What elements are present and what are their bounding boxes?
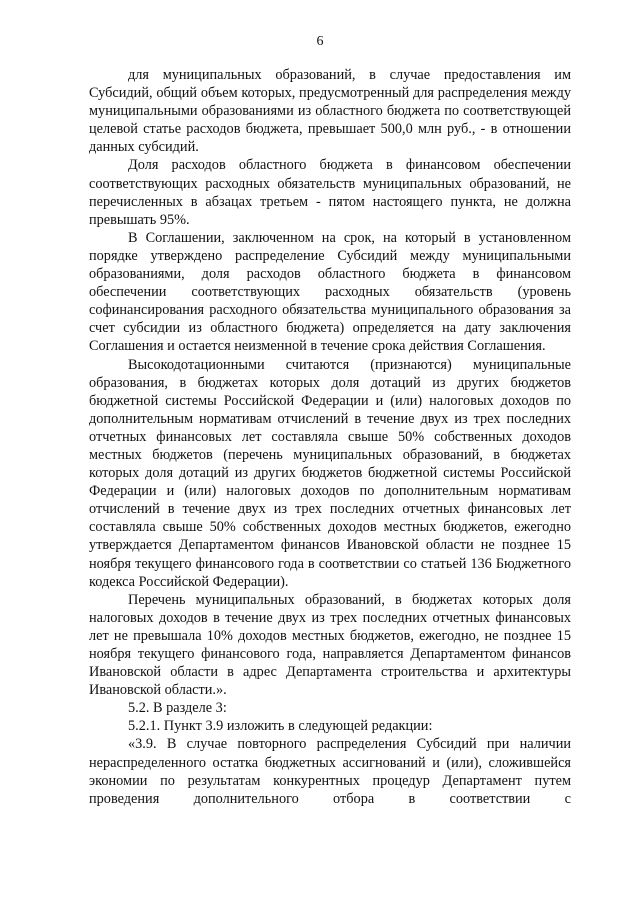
paragraph-subsidy-threshold: для муниципальных образований, в случае предоставления им Субсидий, общий объем которых, предусмотренный для распределения между муниципальными образованиями из областного бюджета по соответствующей целевой статье расходов бюджета, превышает 500,0 млн руб., - в отношении данных субсидий. <box>89 67 571 156</box>
document-body <box>89 66 571 808</box>
paragraph-tax-revenue-list: Перечень муниципальных образований, в бюджетах которых доля налоговых доходов в течение двух из трех последних отчетных финансовых лет не превышала 10% доходов местных бюджетов, ежегодно, не позднее 15 ноября текущего финансового года, направляется Департаментом финансов Ивановской области в адрес Департамента строительства и архитектуры Ивановской области.». <box>89 591 571 699</box>
page-number: 6 <box>316 34 324 49</box>
paragraph-section-3: 5.2. В разделе 3: <box>128 700 227 717</box>
paragraph-clause-3-9-text: «3.9. В случае повторного распределения Субсидий при наличии нераспределенного остатка бюджетных ассигнований и (или), сложившейся экономии по результатам конкурентных процедур Департамент путем проведения дополнительного отбора в соответствии с <box>89 736 571 807</box>
paragraph-high-subsidy-municipalities: Высокодотационными считаются (признаются) муниципальные образования, в бюджетах которых доля дотаций из других бюджетов бюджетной системы Российской Федерации и (или) налоговых доходов по дополнительным нормативам отчислений в течение двух из трех последних отчетных финансовых лет составляла свыше 50% собственных доходов местных бюджетов (перечень муниципальных образований, в бюджетах которых доля дотаций из других бюджетов бюджетной системы Российской Федерации и (или) налоговых доходов по дополнительным нормативам отчислений в течение двух из трех последних отчетных финансовых лет составляла свыше 50% собственных доходов местных бюджетов, ежегодно утверждается Департаментом финансов Ивановской области не позднее 15 ноября текущего финансового года в соответствии со статьей 136 Бюджетного кодекса Российской Федерации). <box>89 356 571 590</box>
paragraph-clause-3-9-intro: 5.2.1. Пункт 3.9 изложить в следующей редакции: <box>128 718 433 735</box>
paragraph-agreement-cofinancing: В Соглашении, заключенном на срок, на который в установленном порядке утверждено распределение Субсидий между муниципальными образованиями, доля расходов областного бюджета в финансовом обеспечении соответствующих расходных обязательств (уровень софинансирования расходного обязательства муниципального образования за счет субсидии из областного бюджета) определяется на дату заключения Соглашения и остается неизменной в течение срока действия Соглашения. <box>89 229 571 355</box>
paragraph-budget-share-limit: Доля расходов областного бюджета в финансовом обеспечении соответствующих расходных обязательств муниципальных образований, не перечисленных в абзацах третьем - пятом настоящего пункта, не должна превышать 95%. <box>89 157 571 228</box>
